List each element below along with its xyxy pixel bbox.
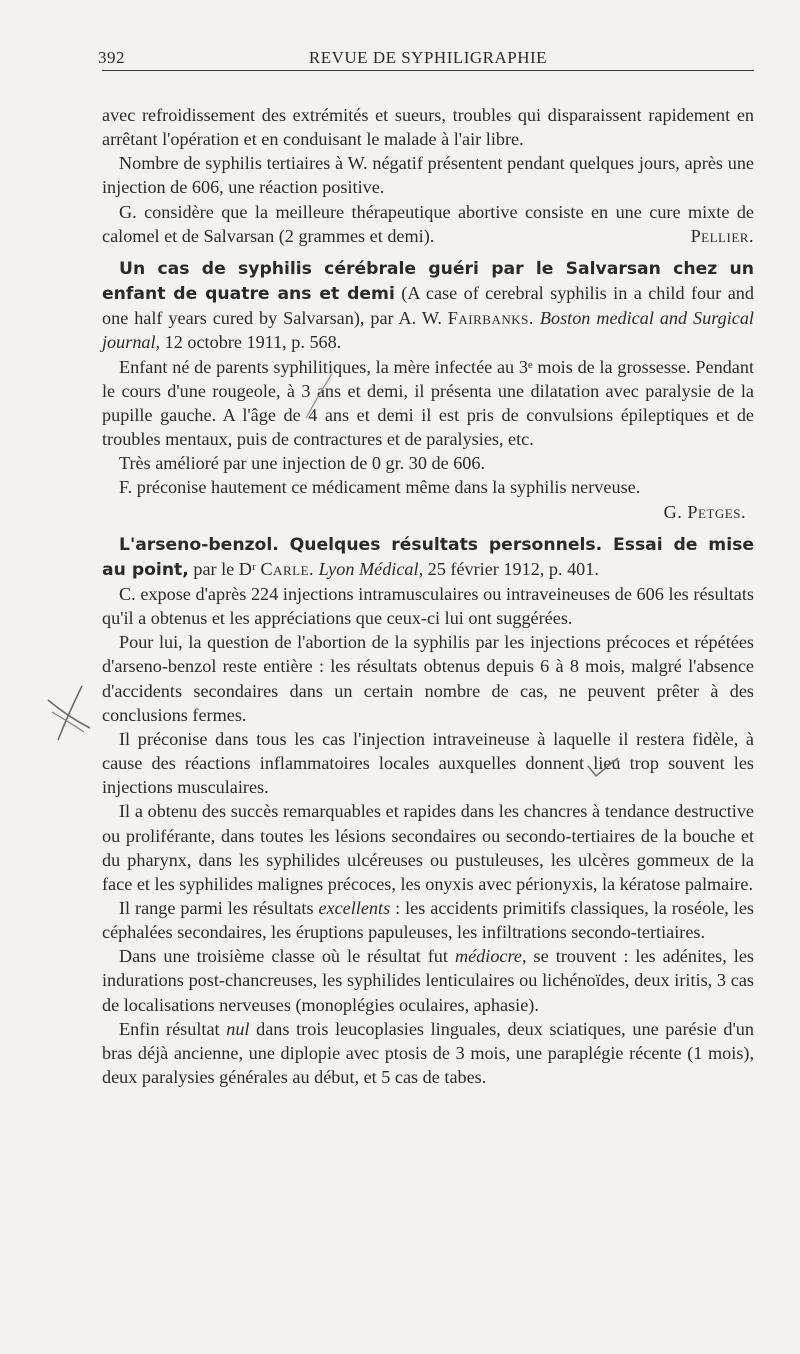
pencil-stroke-mark (296, 372, 336, 420)
citation-text: (A case of cerebral syphilis in a child four and one half years cured by Salvarsan), par A. W. (102, 283, 754, 329)
citation-text: par le Dʳ (188, 558, 261, 579)
emphasis: médiocre, (454, 946, 527, 967)
paragraph-text: Il range parmi les résultats (119, 898, 319, 918)
paragraph-text: G. considère que la meilleure thérapeutique abortive consiste en une cure mixte de calomel et de Salvarsan (2 grammes et demi). (102, 201, 754, 246)
paragraph (102, 896, 754, 944)
paragraph: Il préconise dans tous les cas l'injection intraveineuse à laquelle il restera fidèle, à cause des réactions inflammatoires locales auxquelles donnent lieu trop souvent les injections musculaires. (102, 728, 754, 798)
citation-journal: Lyon Médical, (318, 558, 424, 579)
article-title: Un cas de syphilis cérébrale guéri par le Salvarsan chez un enfant de quatre ans et demi (102, 258, 754, 305)
paragraph (102, 944, 754, 1016)
journal-title: REVUE DE SYPHILIGRAPHIE (308, 48, 548, 67)
paragraph-text: se trouvent : les adénites, les indurations post-chancreuses, les syphilides lenticulaires ou lichénoïdes, deux iritis, 3 cas de localisations nerveuses (monoplégies oculaires, aphasie). (102, 946, 754, 1015)
emphasis: excellents (318, 898, 391, 918)
paragraph: Pour lui, la question de l'abortion de la syphilis par les injections précoces et répétées d'arseno-benzol reste entière : les résultats obtenus depuis 6 à 8 mois, malgré l'absence d'accidents secondaires dans un certain nombre de cas, ne peuvent prêter à des conclusions fermes. (102, 632, 754, 725)
paragraph: C. expose d'après 224 injections intramusculaires ou intraveineuses de 606 les résultats qu'il a obtenus et les appréciations que ceux-ci lui ont suggérées. (102, 583, 754, 629)
pencil-cross-mark (44, 682, 92, 744)
paragraph (102, 1017, 754, 1089)
paragraph: Très amélioré par une injection de 0 gr. 30 de 606. (119, 453, 486, 474)
article-title: L'arseno-benzol. Quelques résultats personnels. Essai de mise au point, (102, 534, 754, 580)
running-head (98, 40, 754, 71)
emphasis: nul (226, 1018, 250, 1039)
article-heading (102, 256, 754, 355)
citation-text: 12 octobre 1911, p. 568. (160, 332, 342, 353)
citation-text: 25 février 1912, p. 401. (423, 558, 599, 579)
citation-author: Carle. (260, 558, 315, 579)
page (98, 40, 754, 1089)
paragraph: Il a obtenu des succès remarquables et rapides dans les chancres à tendance destructive ou proliférante, dans toutes les lésions secondaires ou secondo-tertiaires de la bouche et du pharynx, dans les syphilides ulcéreuses ou pustuleuses, les ulcères gommeux de la face et les syphilides malignes précoces, les onyxis avec périonyxis, la kératose palmaire. (102, 801, 754, 894)
citation-journal: Boston medical and Surgical journal, (102, 308, 754, 353)
page-number: 392 (98, 48, 125, 67)
pencil-check-mark (586, 756, 620, 780)
paragraph-text: dans trois leucoplasies linguales, deux sciatiques, une parésie d'un bras déjà ancienne, une diplopie avec ptosis de 3 mois, une paraplégie récente (1 mois), deux paralysies générales au début, et 5 cas de tabes. (102, 1018, 754, 1088)
citation-author: Fairbanks. (447, 308, 534, 329)
article-heading (102, 532, 754, 582)
paragraph-text: Dans une troisième classe où le résultat fut (119, 946, 455, 967)
paragraph (102, 200, 754, 248)
paragraph-text: : les accidents primitifs classiques, la roséole, les céphalées secondaires, les éruptions papuleuses, les infiltrations secondo-tertiaires. (102, 898, 754, 943)
paragraph: F. préconise hautement ce médicament même dans la syphilis nerveuse. (119, 477, 641, 498)
signature: G. Petges. (663, 501, 746, 522)
paragraph-text: Enfin résultat (119, 1018, 227, 1039)
paragraph: Nombre de syphilis tertiaires à W. négatif présentent pendant quelques jours, après une injection de 606, une réaction positive. (102, 153, 754, 198)
body-text (102, 103, 754, 1089)
paragraph: Enfant né de parents syphilitiques, la mère infectée au 3ᵉ mois de la grossesse. Pendant le cours d'une rougeole, à 3 ans et demi, il présenta une dilatation avec paralysie de la pupille gauche. A l'âge de 4 ans et demi il est pris de convulsions épileptiques et de troubles mentaux, puis de contractures et de paralysies, etc. (102, 356, 754, 450)
paragraph: avec refroidissement des extrémités et sueurs, troubles qui disparaissent rapidement en arrêtant l'opération et en conduisant le malade à l'air libre. (102, 105, 754, 150)
signature: Pellier. (690, 225, 754, 246)
